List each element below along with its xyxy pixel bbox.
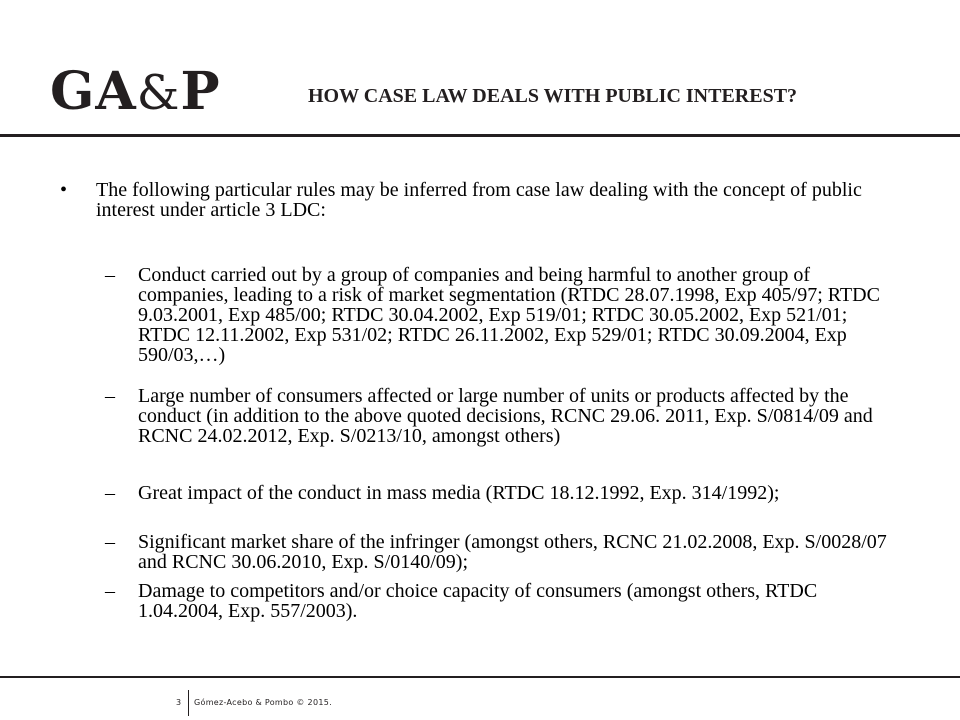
list-item-text: Large number of consumers affected or large number of units or products affected by the conduct (in addition to the above quoted decisions, RCNC 29.06. 2011, Exp. S/0814/09 and RCNC 24.02.2012, Exp. S/0213/10, amongst others) — [138, 385, 873, 447]
page-number: 3 — [176, 698, 182, 707]
list-item-text: Damage to competitors and/or choice capacity of consumers (amongst others, RTDC 1.04.2004, Exp. 557/2003). — [138, 580, 818, 622]
dash-marker: – — [105, 264, 115, 286]
bullet-marker: • — [60, 179, 68, 201]
list-item-text: Significant market share of the infringer (amongst others, RCNC 21.02.2008, Exp. S/0028/07 and RCNC 30.06.2010, Exp. S/0140/09); — [138, 531, 887, 573]
dash-marker: – — [105, 482, 115, 504]
footer-copyright: Gómez-Acebo & Pombo © 2015. — [194, 698, 332, 707]
logo-letters-ga: GA — [50, 61, 137, 122]
dash-marker: – — [105, 385, 115, 407]
slide-title: HOW CASE LAW DEALS WITH PUBLIC INTEREST? — [308, 85, 798, 107]
logo-ampersand: & — [136, 65, 181, 121]
footer-divider — [0, 676, 960, 678]
footer-separator — [188, 690, 189, 716]
dash-marker: – — [105, 580, 115, 602]
intro-paragraph: The following particular rules may be inferred from case law dealing with the concept of public interest under article 3 LDC: — [96, 179, 862, 221]
list-item-text: Conduct carried out by a group of companies and being harmful to another group of companies, leading to a risk of market segmentation (RTDC 28.07.1998, Exp 405/97; RTDC 9.03.2001, Exp 485/00; RTDC 30.04.2002, Exp 519/01; RTDC 30.05.2002, Exp 521/01; RTDC 12.11.2002, Exp 531/02; RTDC 26.11.2002, Exp 529/01; RTDC 30.09.2004, Exp 590/03,…) — [138, 264, 880, 366]
brand-logo — [50, 61, 221, 122]
list-item-text: Great impact of the conduct in mass media (RTDC 18.12.1992, Exp. 314/1992); — [138, 482, 780, 504]
dash-marker: – — [105, 531, 115, 553]
header-divider — [0, 134, 960, 137]
logo-letter-p: P — [180, 61, 221, 122]
